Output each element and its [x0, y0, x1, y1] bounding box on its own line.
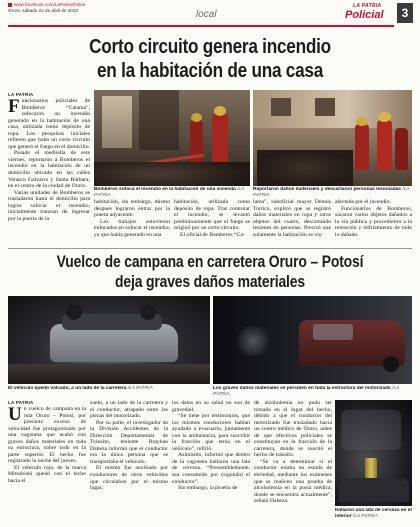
- edition-date: Oruro, sábado 22 de abril de 2023: [8, 7, 78, 13]
- caption-credit: /LA PATRIA: [352, 513, 378, 519]
- story2-column-2: [90, 400, 168, 522]
- social-url: www.facebook.com/LaPatriaOnline: [14, 2, 86, 7]
- page-number: 3: [397, 3, 413, 23]
- debris: [257, 150, 353, 186]
- caption-credit: /LA PATRIA: [213, 386, 400, 397]
- wheel: [383, 356, 399, 372]
- social-link: [8, 2, 85, 8]
- photo-vehicle-damage: [213, 296, 412, 384]
- story2-column-4: [254, 400, 332, 522]
- paragraph: Por su parte, el investigador de la División Accidentes de la Dirección Departamental de Tránsito, teniente Brayhan Dabeza informó que el conductor era la única persona que se transportaba el vehículo.: [90, 419, 168, 465]
- helmet: [191, 113, 202, 122]
- story1-column-5: [335, 199, 412, 246]
- photo-caption: [94, 187, 250, 199]
- category-label: Policial: [345, 9, 384, 21]
- story2-headline: [0, 252, 420, 292]
- brand-name: LA PATRIA: [353, 3, 382, 9]
- paragraph: El mismo fue auxiliado por conductores de otros vehículos que circulaban por el mismo lugar;: [90, 465, 168, 492]
- story1-column-1: [8, 98, 90, 246]
- headline-line: en la habitación de una casa: [96, 60, 324, 82]
- firefighter-figure: [212, 114, 228, 164]
- facebook-icon: [8, 3, 12, 7]
- window: [315, 98, 335, 116]
- seat: [339, 478, 409, 502]
- paragraph: Asimismo, informó que dentro de la vagoneta hallaron una lata de cerveza. “Presumiblemente, sea consumido por (sigunda) el conductor”.: [172, 452, 250, 485]
- photo-caption: [253, 187, 412, 199]
- drop-cap: F: [8, 98, 20, 117]
- photo-overturned-vehicle: [8, 296, 210, 384]
- firefighter-figure: [377, 120, 392, 170]
- photo-caption: [213, 386, 412, 398]
- story2-column-3: [172, 400, 250, 522]
- wall-shadow: [139, 90, 179, 150]
- wheel: [66, 304, 82, 320]
- caption-text: Los graves daños materiales se perciben en toda la estructura del motorizado: [213, 386, 391, 391]
- vehicle-interior: [341, 410, 401, 450]
- light-glare: [233, 326, 273, 356]
- paragraph: uncionarios policiales de Bomberos “Calama”, sofocaron un incendio generado en la habitación de una casa, utilizada como depósito de ropa. Los pesquisas iniciales refieren que hubo un corto circuito que generó el fuego en el domicilio.: [8, 98, 90, 150]
- helmet: [378, 112, 391, 122]
- paragraph: “Se tiene por testimonios, que los mismos conductores habían ayudado a evacuarlo, juntamente con la ambulancia, para suscribir la fracción que tenía en el vehículo”, refirió.: [172, 413, 250, 452]
- caption-credit: /LA PATRIA: [253, 187, 410, 198]
- paragraph: los datos en su salud no son de gravedad.: [172, 400, 250, 413]
- photo-beer-can: [335, 400, 412, 506]
- caption-text: Bomberos sofoca el incendio en la habitación de una vivienda: [94, 187, 236, 192]
- caption-text: Hallaron una lata de cerveza en el interior: [335, 508, 412, 519]
- paragraph: “Se va a determinar si el conductor estaba en estado de ebriedad, mediante los exámenes que se realicen una prueba de alcoholemia en la posta médica, donde se encuentra actualmente”, señaló Dabeza.: [254, 458, 332, 505]
- header-meta: [8, 2, 85, 13]
- story1-column-2: [94, 199, 170, 246]
- firefighter-figure: [355, 124, 369, 170]
- window: [271, 98, 291, 116]
- photo-caption: [335, 508, 412, 520]
- photo-fire-interior: [94, 90, 250, 186]
- headline-line: Vuelco de campana en carretera Oruro – Potosí: [56, 252, 364, 271]
- helmet: [214, 106, 226, 116]
- paragraph: El oficial de Bomberos “Ca-: [180, 231, 245, 238]
- paragraph: Funcionarios de Bomberos, sacaron varios objetos dañados a la vía pública y procedieron a la remoción y enfriamiento de todo lo dañado.: [335, 205, 412, 238]
- wheel: [140, 304, 156, 320]
- paragraph: habitación, sin embargo, mismo después lograron entrar por la puerta adyacente.: [94, 199, 170, 219]
- story1-column-4: [253, 199, 331, 246]
- shattered-window: [313, 324, 353, 340]
- ground: [8, 364, 210, 384]
- headline-line: deja graves daños materiales: [115, 272, 305, 291]
- paragraph: Pasado el mediodía de este viernes, reportaron a Bomberos el incendio en la habitación de un domicilio ubicado en las calles Velasco Galvarro y Santa Bárbara, en el centro de la ciudad de Oruro.: [8, 150, 90, 190]
- doorway: [102, 96, 132, 148]
- paragraph: habitación, utilizada como depósito de ropa. Tras controlar el incendio, se levantó preliminarmente que el fuego se originó por un corto circuito.: [174, 199, 250, 232]
- beer-can: [365, 458, 377, 478]
- paragraph: Sin embargo, la prueba de: [178, 485, 238, 492]
- paragraph: Los trabajos estuvieron enfocados en sofocar el incendio, ya que había generado en una: [94, 218, 170, 238]
- caption-credit: /LA PATRIA: [127, 386, 153, 391]
- caption-text: El vehículo quedó volcado, a un lado de la carretera: [8, 386, 127, 391]
- firefighter-figure: [395, 128, 408, 170]
- story1-byline: LA PATRIA: [8, 92, 34, 97]
- paragraph: suelo, a un lado de la carretera y el conductor, atrapado entre las piezas del motorizado.: [90, 400, 168, 420]
- paragraph: n vuelco de campana en la ruta Oruro – Potosí, por presunto exceso de velocidad fue protagonizado por una vagoneta que acabó con graves daños materiales en toda su estructura, sobre todo en la parte superior. El hecho fue registrado la noche del jueves.: [8, 406, 86, 465]
- headline-line: Corto circuito genera incendio: [89, 36, 331, 58]
- photo-caption: [8, 386, 210, 392]
- story2-column-1: [8, 406, 86, 522]
- story2-byline: LA PATRIA: [8, 400, 34, 405]
- debris: [94, 162, 250, 186]
- helmet: [356, 117, 368, 126]
- paragraph: lama”, suboficial mayor Dennis Torrico, explicó que se registró daños materiales en ropa y otros objetos del cuarto, descartando lesiones en personas. Precisó que solamente la habitación se vio: [253, 199, 331, 238]
- paragraph: afectada por el incendio.: [335, 199, 391, 205]
- story-divider: [8, 248, 412, 249]
- photo-firefighters: [253, 90, 412, 186]
- paragraph: de alcoholemia no pudo ser tomada en el lugar del hecho, debido a que el conductor del motorizado fue trasladado hacia un centro médico de Oruro, antes de que efectivos policiales se constituyan en la fracción de la carretera, donde se suscitó el hecho de tránsito.: [254, 400, 332, 459]
- drop-cap: U: [8, 406, 22, 425]
- section-label: local: [196, 9, 217, 20]
- caption-text: Reportaron daños materiales y descartaron personas lesionadas: [253, 187, 401, 192]
- paragraph: El vehículo rojo, de la marca Mitsubishi quedó con el techo hacia el: [8, 464, 86, 485]
- story1-column-3: [174, 199, 250, 246]
- story1-headline: [0, 35, 420, 83]
- paragraph: Varias unidades de Bomberos se trasladaron hasta el domicilio para lograr sofocar el incendio, inicialmente trataron de ingresar por la puerta de la: [8, 189, 90, 222]
- caption-credit: /LA PATRIA: [94, 187, 245, 198]
- header-rule: [8, 25, 394, 27]
